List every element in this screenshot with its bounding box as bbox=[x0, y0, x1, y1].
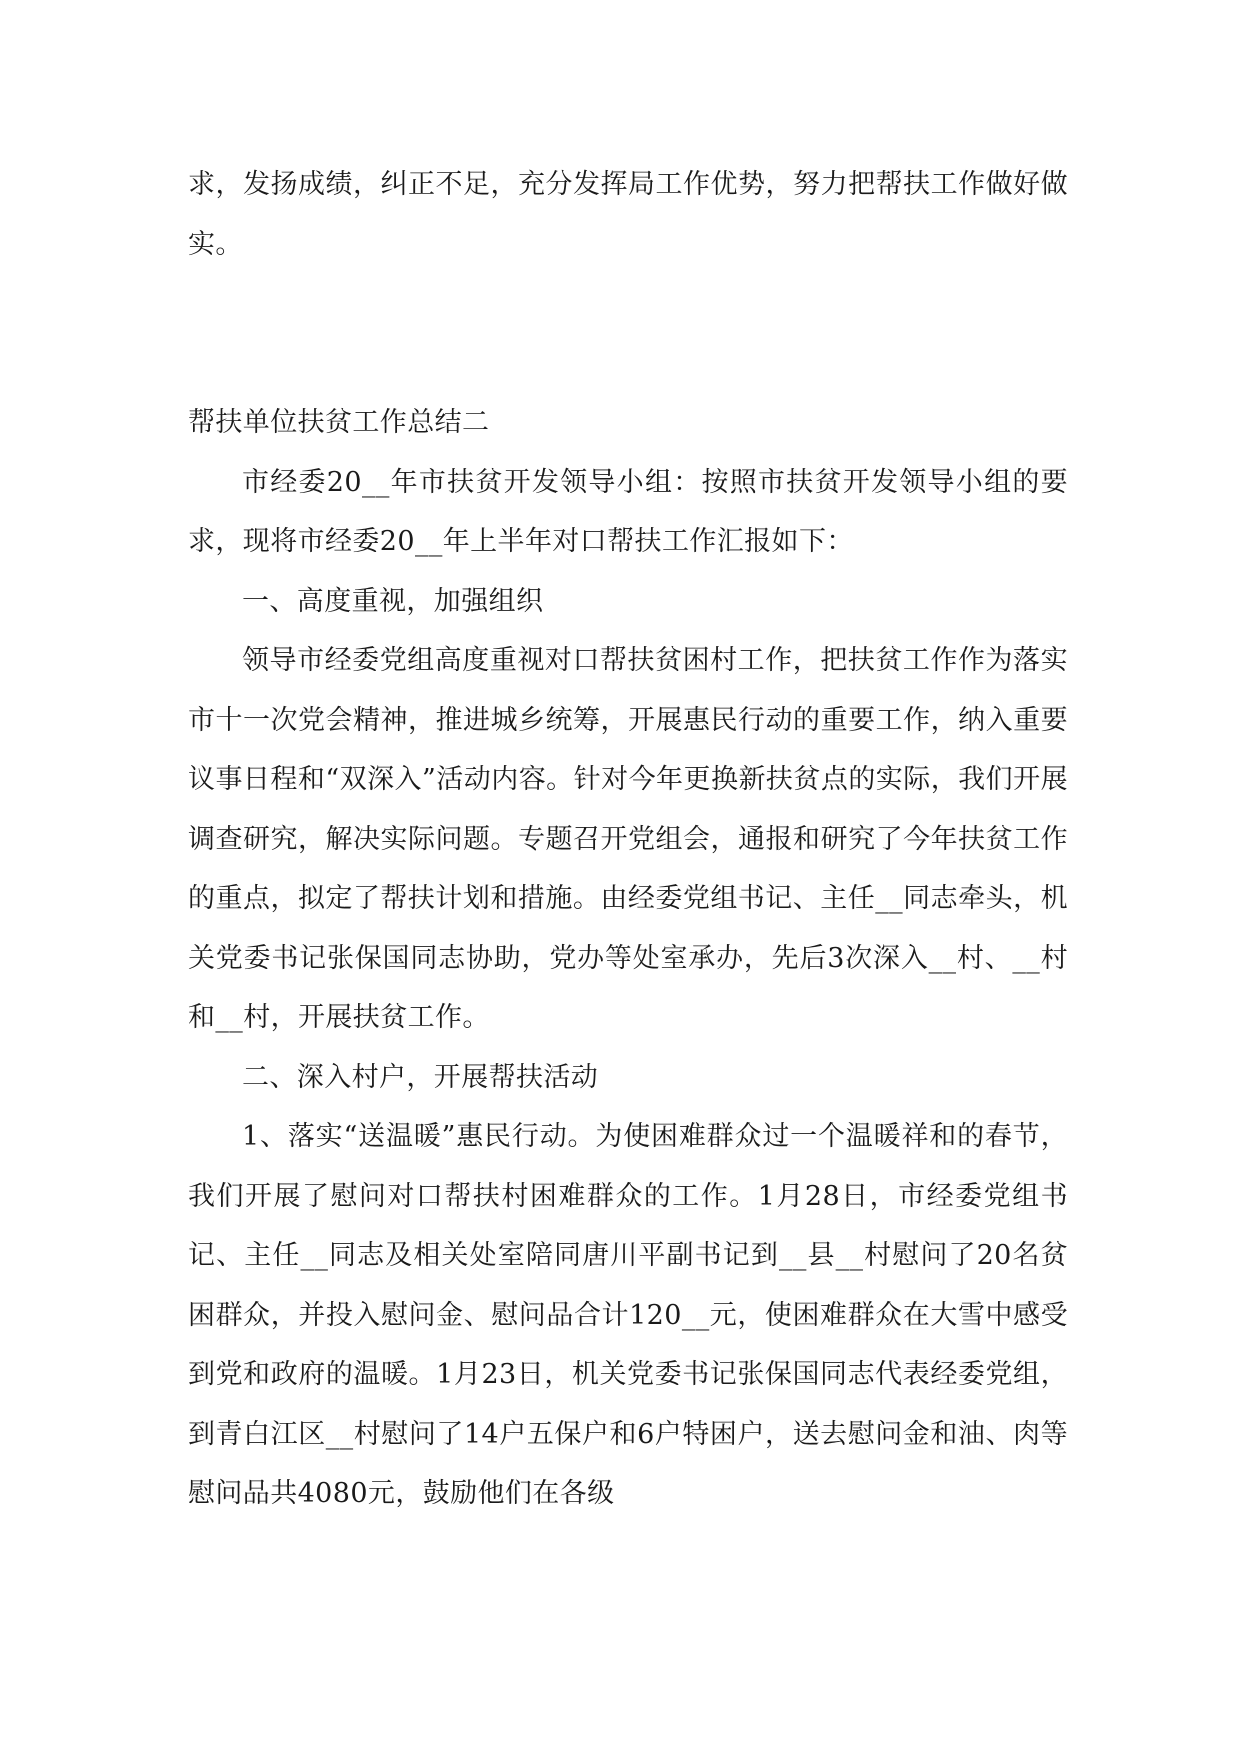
document-body bbox=[188, 155, 1068, 1524]
paragraph-organization: 领导市经委党组高度重视对口帮扶贫困村工作，把扶贫工作作为落实市十一次党会精神，推进城乡统筹，开展惠民行动的重要工作，纳入重要议事日程和“双深入”活动内容。针对今年更换新扶贫点的实际，我们开展调查研究，解决实际问题。专题召开党组会，通报和研究了今年扶贫工作的重点，拟定了帮扶计划和措施。由经委党组书记、主任__同志牵头，机关党委书记张保国同志协助，党办等处室承办，先后3次深入__村、__村和__村，开展扶贫工作。 bbox=[188, 645, 1068, 1033]
intro-paragraph: 市经委20__年市扶贫开发领导小组：按照市扶贫开发领导小组的要求，现将市经委20__年上半年对口帮扶工作汇报如下： bbox=[188, 466, 1068, 557]
section-spacer bbox=[188, 274, 1068, 393]
continuation-paragraph: 求，发扬成绩，纠正不足，充分发挥局工作优势，努力把帮扶工作做好做实。 bbox=[188, 169, 1068, 260]
paragraph-warmth-action: 1、落实“送温暖”惠民行动。为使困难群众过一个温暖祥和的春节，我们开展了慰问对口帮扶村困难群众的工作。1月28日，市经委党组书记、主任__同志及相关处室陪同唐川平副书记到__县__村慰问了20名贫困群众，并投入慰问金、慰问品合计120__元，使困难群众在大雪中感受到党和政府的温暖。1月23日，机关党委书记张保国同志代表经委党组，到青白江区__村慰问了14户五保户和6户特困户，送去慰问金和油、肉等慰问品共4080元，鼓励他们在各级 bbox=[188, 1121, 1068, 1509]
heading-two: 二、深入村户，开展帮扶活动 bbox=[242, 1061, 599, 1093]
section-title: 帮扶单位扶贫工作总结二 bbox=[188, 407, 490, 438]
heading-one: 一、高度重视，加强组织 bbox=[242, 585, 544, 617]
